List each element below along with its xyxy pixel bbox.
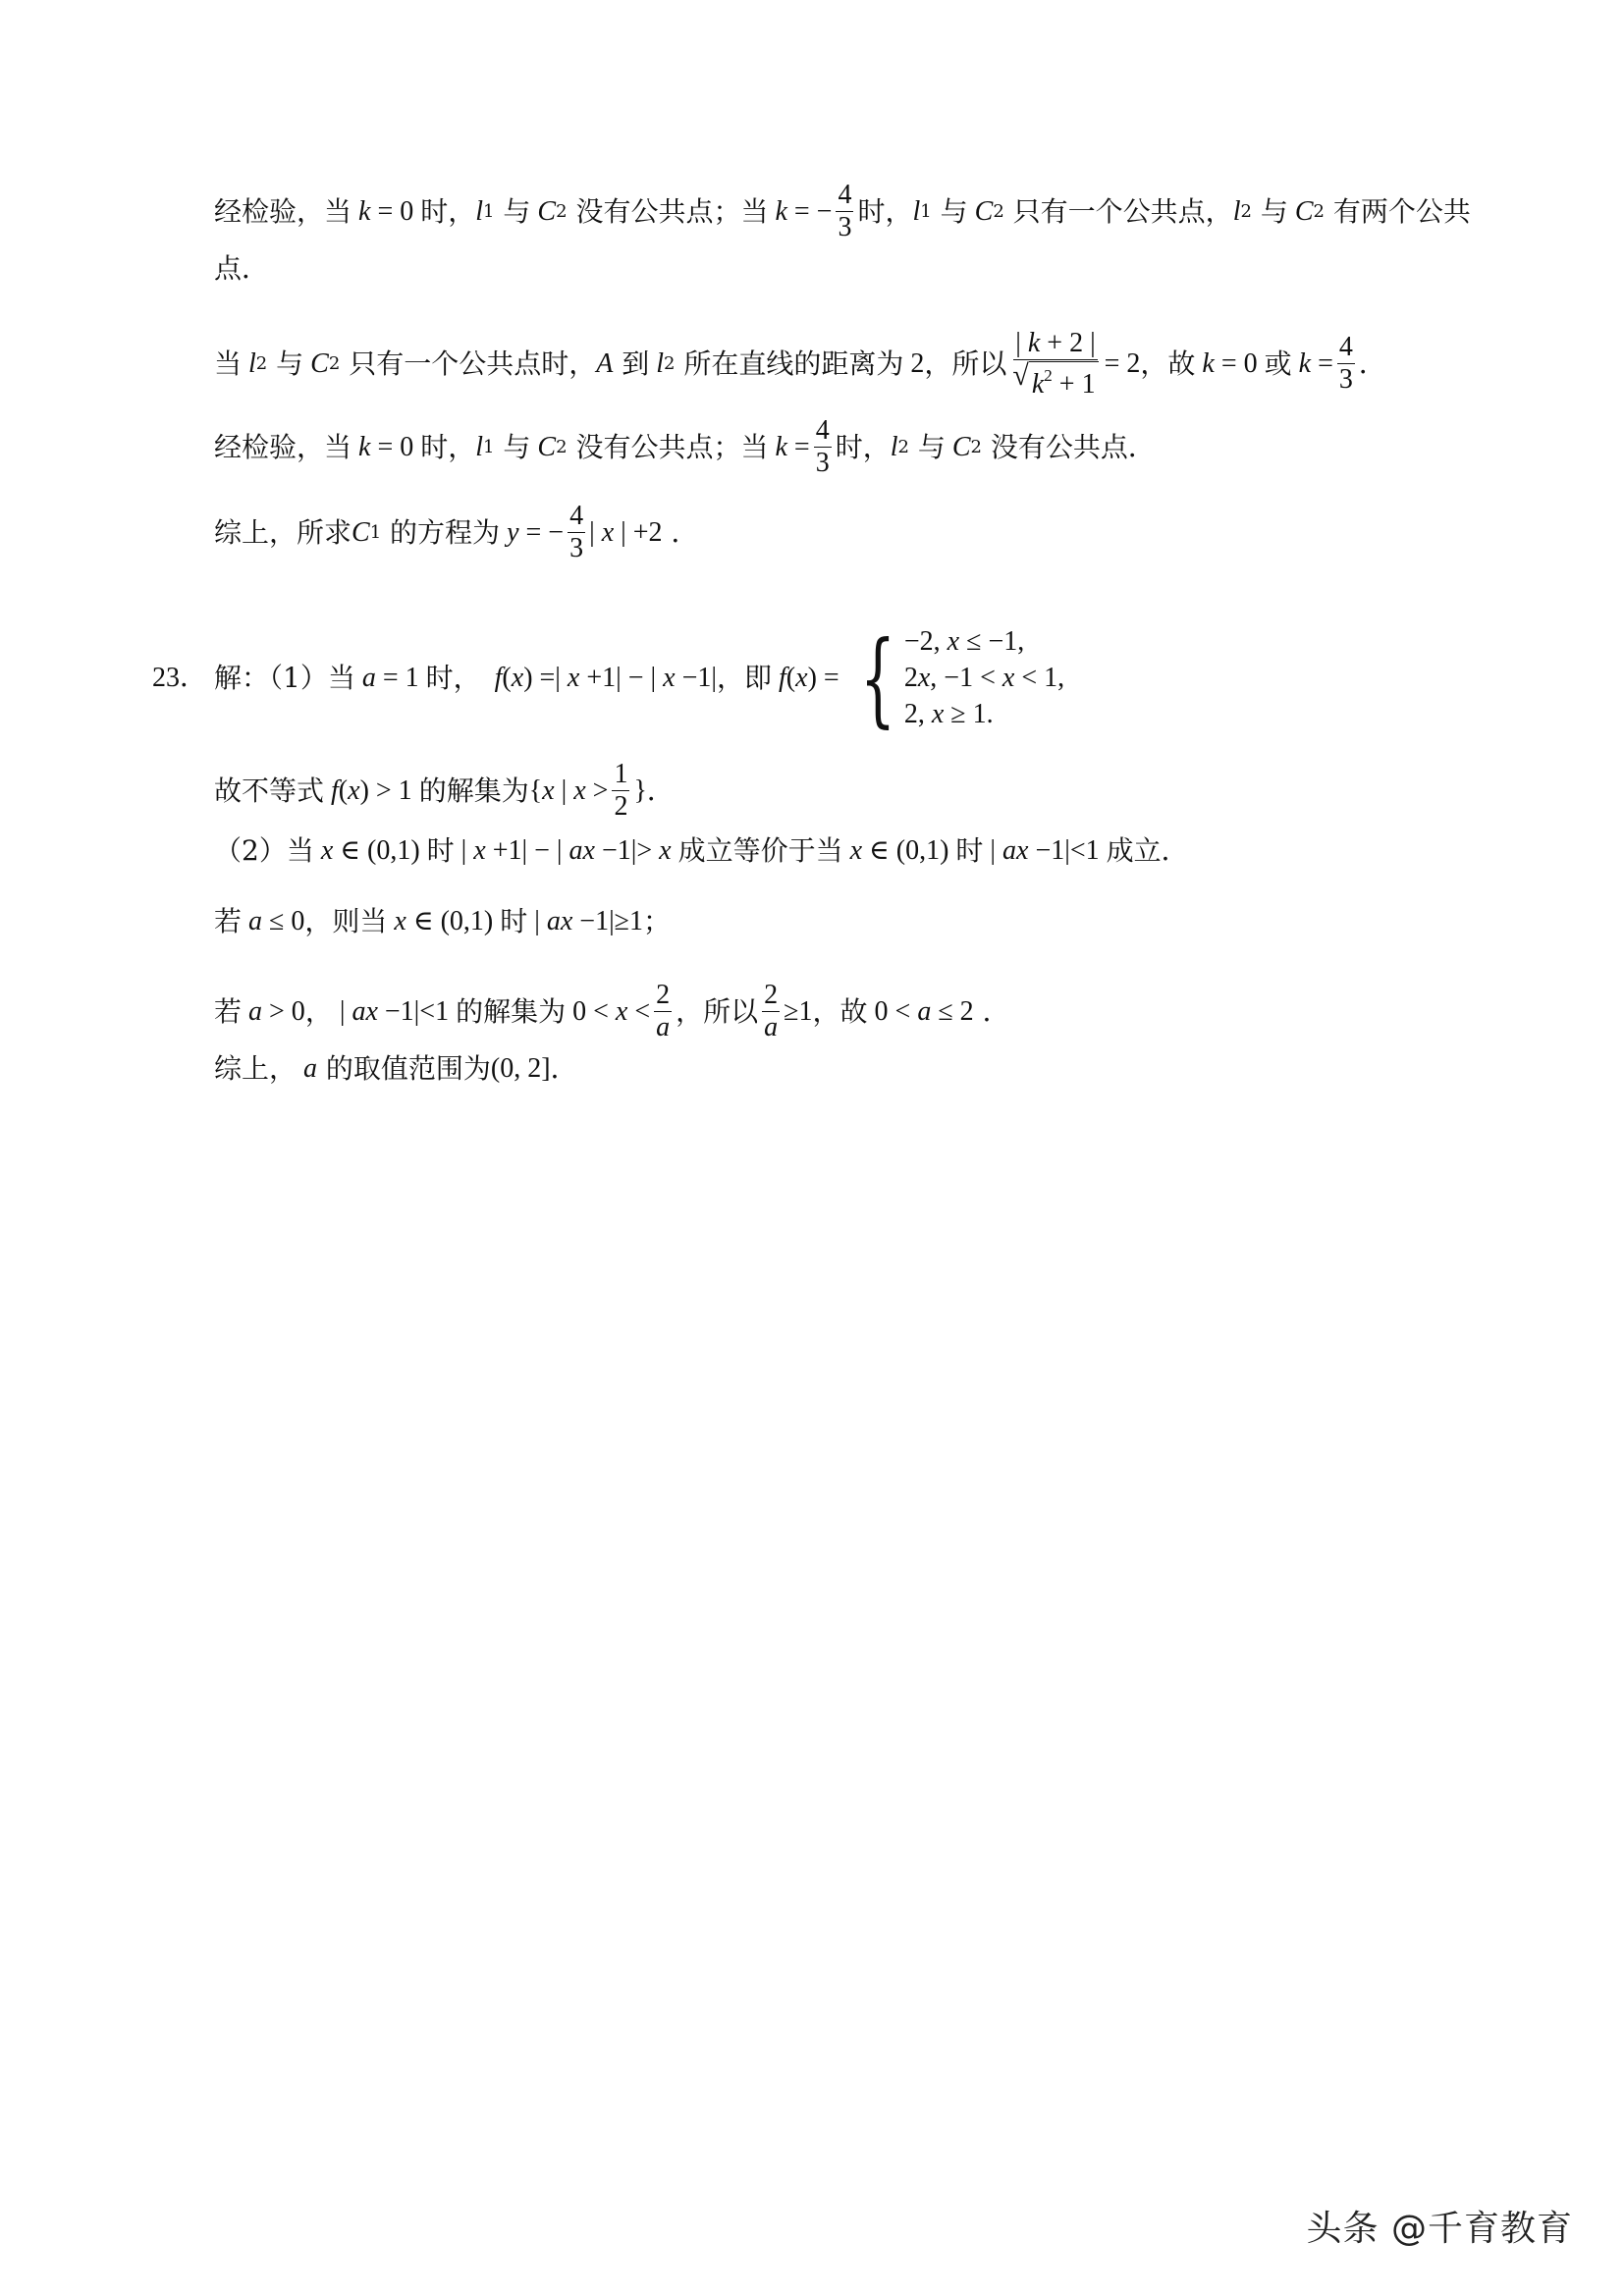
fraction-4-3: $\frac{4}{3}$ [569,501,584,563]
text-line-check-1-cont: 点． [214,252,270,285]
text-line-check-2: 经检验，当 k = 0 时， l 1 与 C 2 没有公共点；当 k = $\frac{4}{3}$ 时， l 2 与 C 2 没有公共点． [214,415,1156,478]
fraction-distance: | k + 2 | √ $k^2 + 1$ [1010,329,1100,399]
fraction-2-a: $\frac{2}{a}$ [656,980,671,1042]
piecewise-function: { −2, x ≤ −1, 2x, −1 < x < 1, 2, x ≥ 1. [859,617,1065,738]
question-number: 23． [152,662,208,693]
q23-line-4: 若 a ≤ 0 ，则当 x ∈ (0,1) 时 | ax −1|≥1 ； [214,905,672,937]
fraction-1-2: $\frac{1}{2}$ [614,759,628,822]
text-line-summary-c1: 综上，所求 C 1 的方程为 y = − $\frac{4}{3}$ | x | +2 ． [214,501,699,563]
q23-line-2: 故不等式 f(x) > 1 的解集为 {x | x > $\frac{1}{2}$ } ． [214,759,675,822]
q23-line-3: （2）当 x ∈ (0,1) 时 | x +1| − | ax −1|> x 成立等价于当 x ∈ (0,1) 时 | ax −1|<1 成立． [214,834,1189,867]
fraction-4-3: $\frac{4}{3}$ [815,415,830,478]
fraction-4-3: $\frac{4}{3}$ [1338,332,1353,395]
q23-line-6: 综上， a 的取值范围为 (0, 2] ． [214,1052,578,1085]
q23-line-1: 23． 解：（1）当 a = 1 时， f(x) =| x +1| − | x −1| ，即 f(x) = { −2, x ≤ −1, 2x, −1 < x < 1, 2, x ≥ 1. [152,617,1065,738]
fraction-2-a: $\frac{2}{a}$ [764,980,779,1042]
q23-line-5: 若 a > 0 ， | ax −1|<1 的解集为 0 < x < $\frac{2}{a}$ ，所以 $\frac{2}{a}$ ≥1 ，故 0 < a ≤ 2 ． [214,980,1010,1042]
text-line-distance: 当 l 2 与 C 2 只有一个公共点时， A 到 l 2 所在直线的距离为 2 ，所以 | k + 2 | √ $k^2 + 1$ = 2 ，故 k = 0 或 k = $\frac{4}{3}$ ． [214,328,1386,400]
text-line-check-1: 经检验，当 k = 0 时， l 1 与 C 2 没有公共点；当 k = − $\frac{4}{3}$ 时， l 1 与 C 2 只有一个公共点， l 2 与 C 2 有两个公共 [214,180,1471,242]
watermark-text: 头条 @千育教育 [1306,2209,1573,2249]
fraction-4-3: $\frac{4}{3}$ [838,180,852,242]
